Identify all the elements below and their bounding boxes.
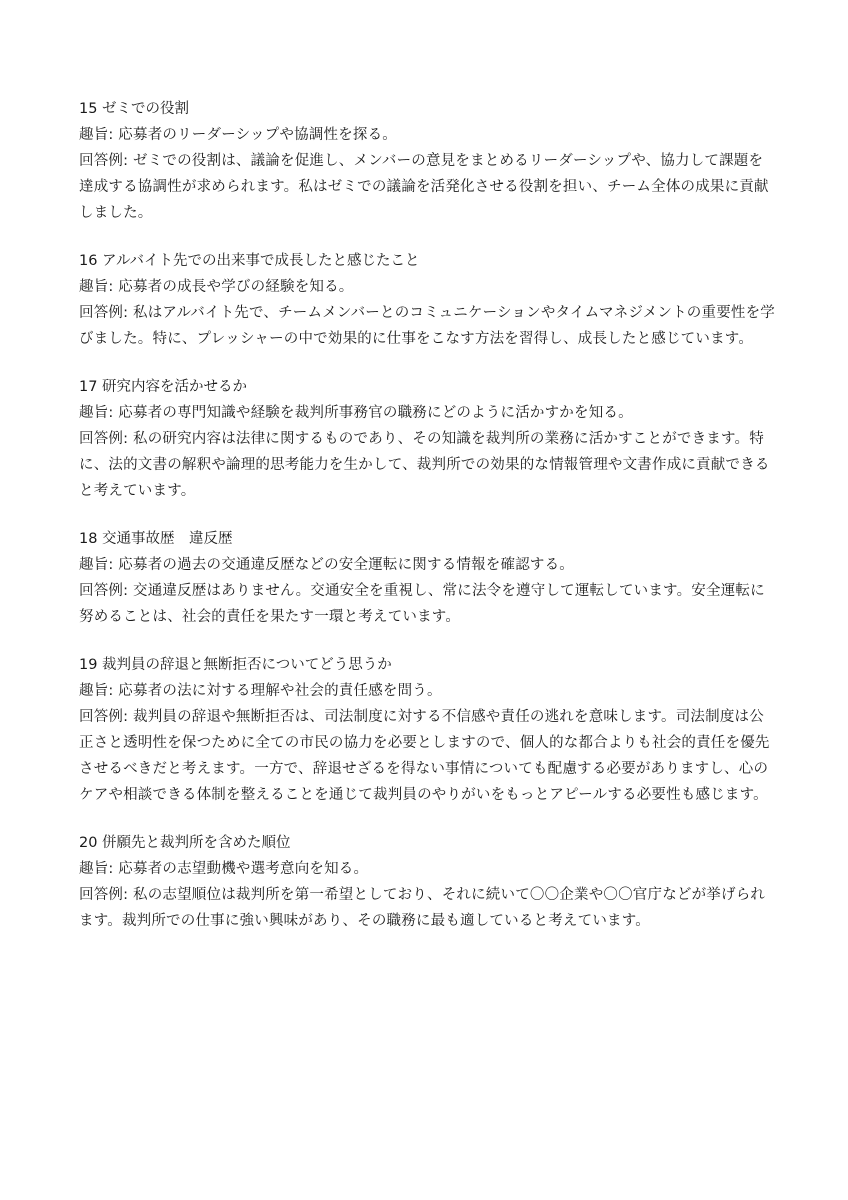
question-purpose: 趣旨: 応募者のリーダーシップや協調性を探る。 <box>79 127 398 143</box>
question-answer: 回答例: 裁判員の辞退や無断拒否は、司法制度に対する不信感や責任の逃れを意味します。司法制度は公正さと透明性を保つために全ての市民の協力を必要としますので、個人的な都合よりも社会的責任を優先させるべきだと考えます。一方で、辞退せざるを得ない事情についても配慮する必要がありますし、心のケアや相談できる体制を整えることを通じて裁判員のやりがいをもっとアピールする必要性も感じます。 <box>79 709 770 803</box>
question-section-20 <box>79 830 775 934</box>
question-purpose: 趣旨: 応募者の過去の交通違反歴などの安全運転に関する情報を確認する。 <box>79 557 574 573</box>
question-answer: 回答例: 私はアルバイト先で、チームメンバーとのコミュニケーションやタイムマネジメントの重要性を学びました。特に、プレッシャーの中で効果的に仕事をこなす方法を習得し、成長したと感じています。 <box>79 305 776 347</box>
question-answer: 回答例: 私の志望順位は裁判所を第一希望としており、それに続いて〇〇企業や〇〇官庁などが挙げられます。裁判所での仕事に強い興味があり、その職務に最も適していると考えています。 <box>79 887 766 929</box>
question-heading: 17 研究内容を活かせるか <box>79 379 248 395</box>
question-heading: 20 併願先と裁判所を含めた順位 <box>79 835 291 851</box>
question-purpose: 趣旨: 応募者の志望動機や選考意向を知る。 <box>79 861 369 877</box>
question-section-17 <box>79 374 775 504</box>
question-section-16 <box>79 248 775 352</box>
question-section-19 <box>79 652 775 808</box>
question-purpose: 趣旨: 応募者の法に対する理解や社会的責任感を問う。 <box>79 683 442 699</box>
question-section-18 <box>79 526 775 630</box>
question-heading: 15 ゼミでの役割 <box>79 101 190 117</box>
question-answer: 回答例: 交通違反歴はありません。交通安全を重視し、常に法令を遵守して運転しています。安全運転に努めることは、社会的責任を果たす一環と考えています。 <box>79 583 765 625</box>
question-section-15 <box>79 96 775 226</box>
question-heading: 18 交通事故歴 違反歴 <box>79 531 233 547</box>
document-page <box>79 96 775 956</box>
question-answer: 回答例: ゼミでの役割は、議論を促進し、メンバーの意見をまとめるリーダーシップや、協力して課題を達成する協調性が求められます。私はゼミでの議論を活発化させる役割を担い、チーム全体の成果に貢献しました。 <box>79 153 769 221</box>
question-purpose: 趣旨: 応募者の成長や学びの経験を知る。 <box>79 279 354 295</box>
question-purpose: 趣旨: 応募者の専門知識や経験を裁判所事務官の職務にどのように活かすかを知る。 <box>79 405 633 421</box>
question-heading: 19 裁判員の辞退と無断拒否についてどう思うか <box>79 657 392 673</box>
question-answer: 回答例: 私の研究内容は法律に関するものであり、その知識を裁判所の業務に活かすことができます。特に、法的文書の解釈や論理的思考能力を生かして、裁判所での効果的な情報管理や文書作成に貢献できると考えています。 <box>79 431 770 499</box>
question-heading: 16 アルバイト先での出来事で成長したと感じたこと <box>79 253 420 269</box>
